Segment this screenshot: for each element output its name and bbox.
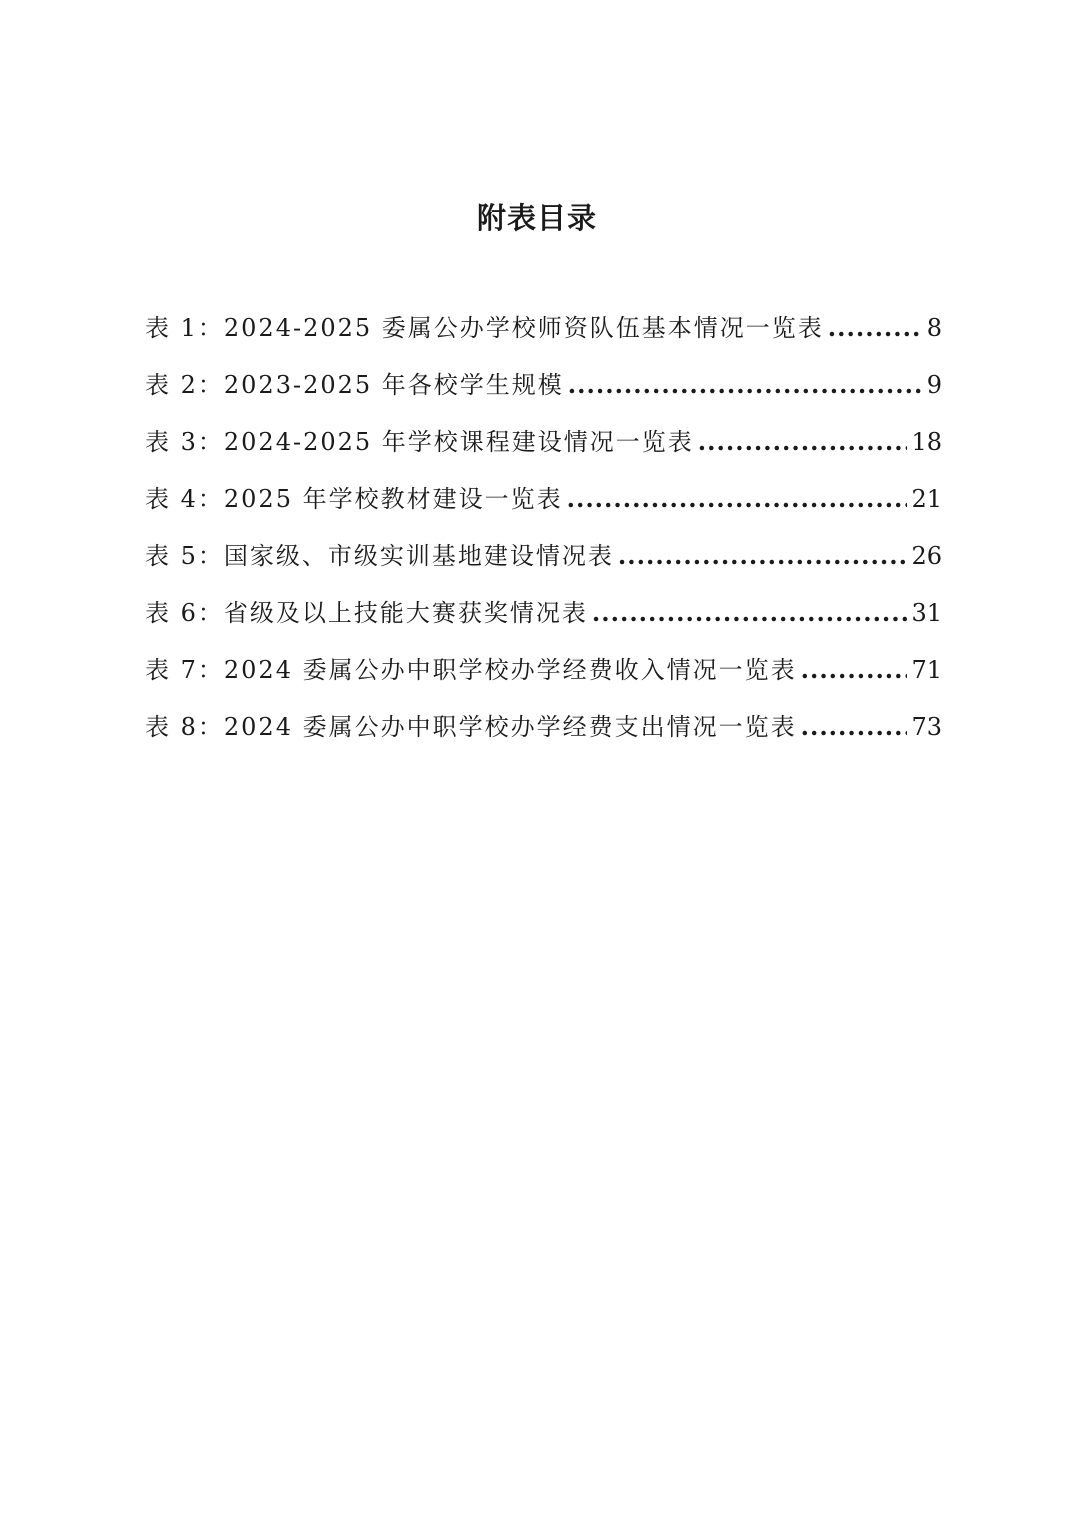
toc-entry-label: 表 4：2025 年学校教材建设一览表	[145, 485, 563, 513]
toc-entry-label: 表 2：2023-2025 年各校学生规模	[145, 371, 564, 399]
toc-entry-page: 26	[911, 542, 942, 570]
toc-entry[interactable]	[145, 536, 942, 593]
toc-entry[interactable]	[145, 593, 942, 650]
toc-dot-leader	[801, 712, 908, 741]
toc-entry-label: 表 6：省级及以上技能大赛获奖情况表	[145, 599, 588, 627]
toc-entry-page: 8	[926, 314, 942, 342]
toc-dot-leader	[567, 484, 908, 513]
toc-entry-page: 21	[911, 485, 942, 513]
toc-entry[interactable]	[145, 479, 942, 536]
toc-entry-label: 表 3：2024-2025 年学校课程建设情况一览表	[145, 428, 694, 456]
toc-entry-label: 表 1：2024-2025 委属公办学校师资队伍基本情况一览表	[145, 314, 824, 342]
toc-entry-page: 18	[911, 428, 942, 456]
toc-entry[interactable]	[145, 308, 942, 365]
toc-entry-page: 71	[911, 656, 942, 684]
toc-dot-leader	[592, 598, 908, 627]
toc-entry[interactable]	[145, 365, 942, 422]
toc-list	[145, 308, 942, 764]
toc-entry[interactable]	[145, 707, 942, 764]
toc-entry-page: 73	[911, 713, 942, 741]
toc-entry-label: 表 5：国家级、市级实训基地建设情况表	[145, 542, 614, 570]
toc-dot-leader	[828, 313, 923, 342]
toc-dot-leader	[568, 370, 923, 399]
toc-dot-leader	[801, 655, 908, 684]
page-title: 附表目录	[476, 201, 597, 235]
toc-entry[interactable]	[145, 650, 942, 707]
toc-entry-label: 表 8：2024 委属公办中职学校办学经费支出情况一览表	[145, 713, 797, 741]
toc-dot-leader	[618, 541, 908, 570]
toc-dot-leader	[698, 427, 908, 456]
toc-entry-page: 31	[911, 599, 942, 627]
toc-entry-label: 表 7：2024 委属公办中职学校办学经费收入情况一览表	[145, 656, 797, 684]
toc-entry[interactable]	[145, 422, 942, 479]
toc-entry-page: 9	[926, 371, 942, 399]
